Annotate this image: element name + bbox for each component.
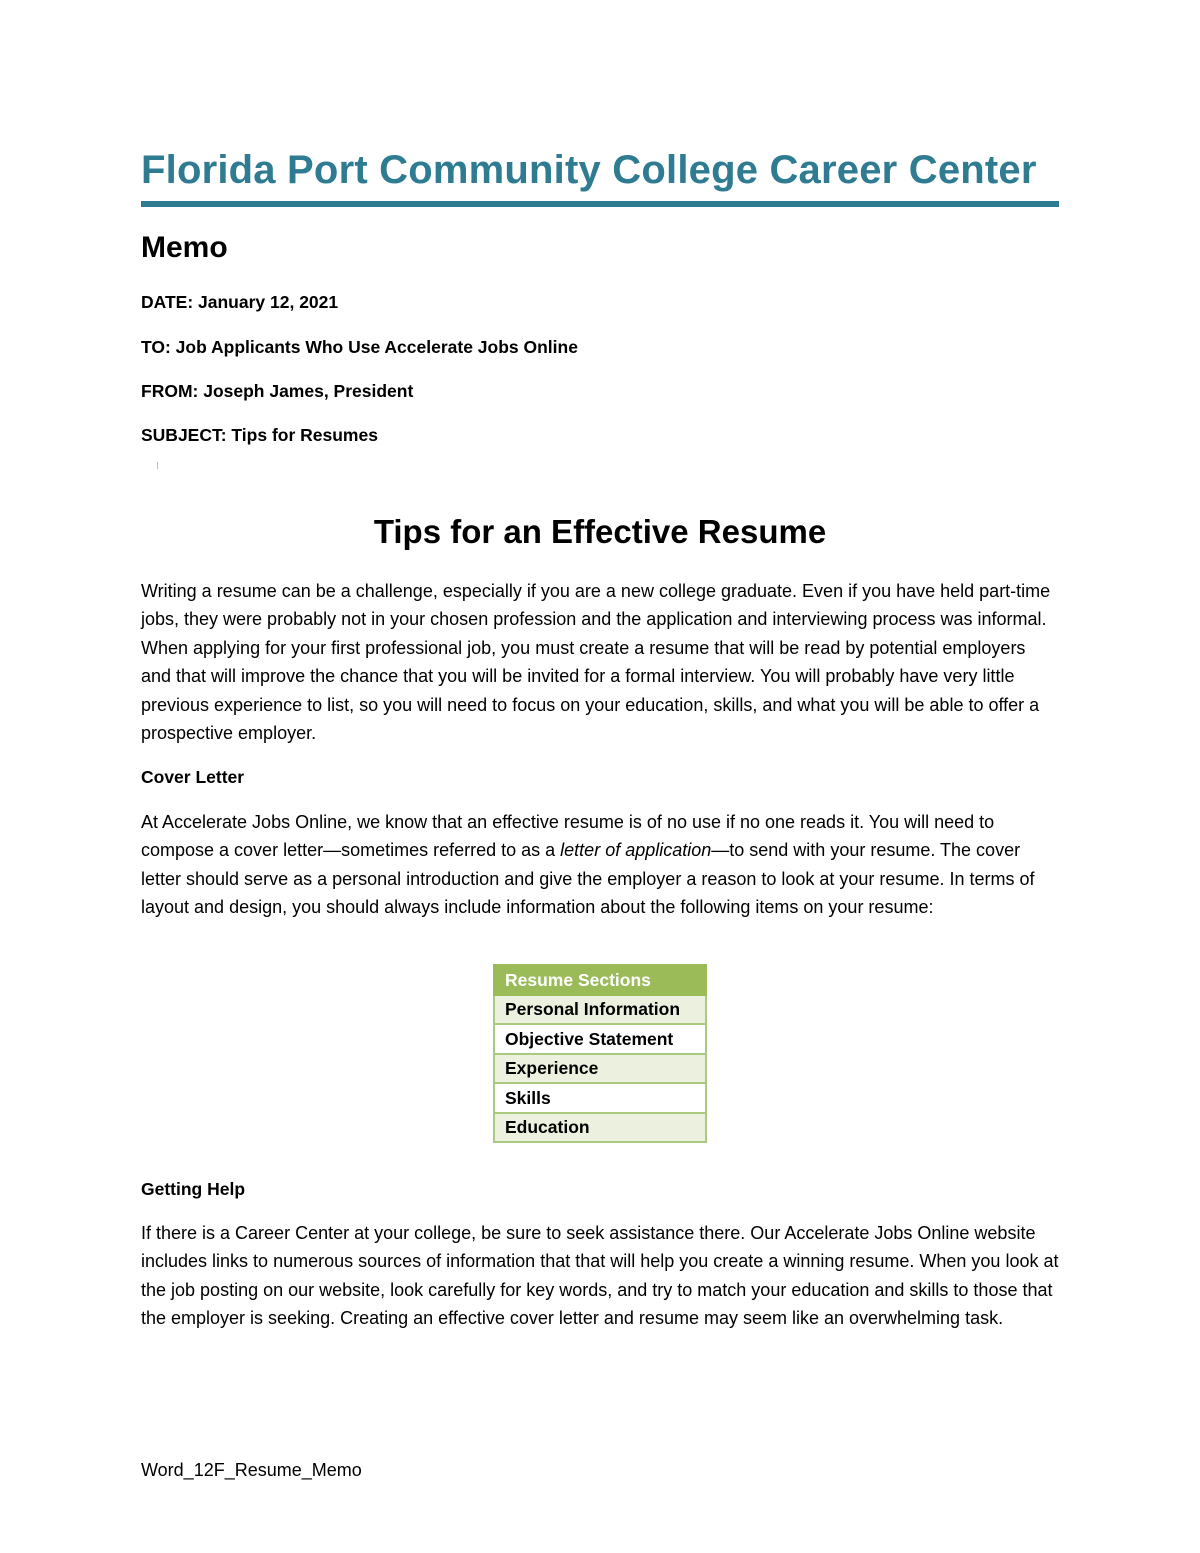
getting-help-heading: Getting Help (141, 1179, 246, 1199)
cover-letter-italic-term: letter of application (560, 840, 712, 861)
text-cursor-mark (157, 462, 158, 469)
table-cell-skills: Skills (494, 1083, 706, 1113)
memo-from-line: FROM: Joseph James, President (141, 381, 414, 401)
table-row (494, 1083, 706, 1113)
table-row (494, 995, 706, 1025)
memo-subject-line: SUBJECT: Tips for Resumes (141, 425, 378, 445)
document-title: Tips for an Effective Resume (373, 513, 827, 550)
memo-heading: Memo (141, 231, 228, 264)
cover-letter-heading: Cover Letter (141, 767, 245, 787)
intro-paragraph: Writing a resume can be a challenge, especially if you are a new college graduate. Even if you have held part-time jobs, they were probably not in your chosen profession and the application and interviewing process was informal. When applying for your first professional job, you must create a resume that will be read by potential employers and that will improve the chance that you will be invited for a formal interview. You will probably have very little previous experience to list, so you will need to focus on your education, skills, and what you will be able to offer a prospective employer. (141, 581, 1051, 744)
title-underline-rule (141, 201, 1059, 207)
table-row (494, 1054, 706, 1084)
resume-sections-header-row (494, 965, 706, 995)
table-cell-personal-information: Personal Information (494, 995, 706, 1025)
cover-letter-paragraph (141, 808, 1059, 922)
resume-sections-header: Resume Sections (494, 965, 706, 995)
memo-date-line: DATE: January 12, 2021 (141, 292, 339, 312)
table-cell-objective-statement: Objective Statement (494, 1024, 706, 1054)
table-row (494, 1113, 706, 1143)
cover-letter-text-end: —to send with your resume. The cover letter should serve as a personal introduction and give the employer a reason to look at your resume. In terms of layout and design, you should always include information about the following items on your resume: (141, 840, 1035, 918)
cover-letter-text-start: At Accelerate Jobs Online, we know that an effective resume is of no use if no one reads it. You will need to compose a cover letter—sometimes referred to as a (141, 812, 995, 861)
getting-help-paragraph: If there is a Career Center at your college, be sure to seek assistance there. Our Accelerate Jobs Online website includes links to numerous sources of information that that will help you create a winning resume. When you look at the job posting on our website, look carefully for key words, and try to match your education and skills to those that the employer is seeking. Creating an effective cover letter and resume may seem like an overwhelming task. (141, 1223, 1059, 1329)
resume-sections-table (493, 964, 707, 1143)
org-title: Florida Port Community College Career Center (141, 148, 1037, 192)
footer-filename: Word_12F_Resume_Memo (141, 1460, 362, 1480)
table-cell-education: Education (494, 1113, 706, 1143)
table-row (494, 1024, 706, 1054)
table-cell-experience: Experience (494, 1054, 706, 1084)
memo-to-line: TO: Job Applicants Who Use Accelerate Jobs Online (141, 337, 578, 357)
